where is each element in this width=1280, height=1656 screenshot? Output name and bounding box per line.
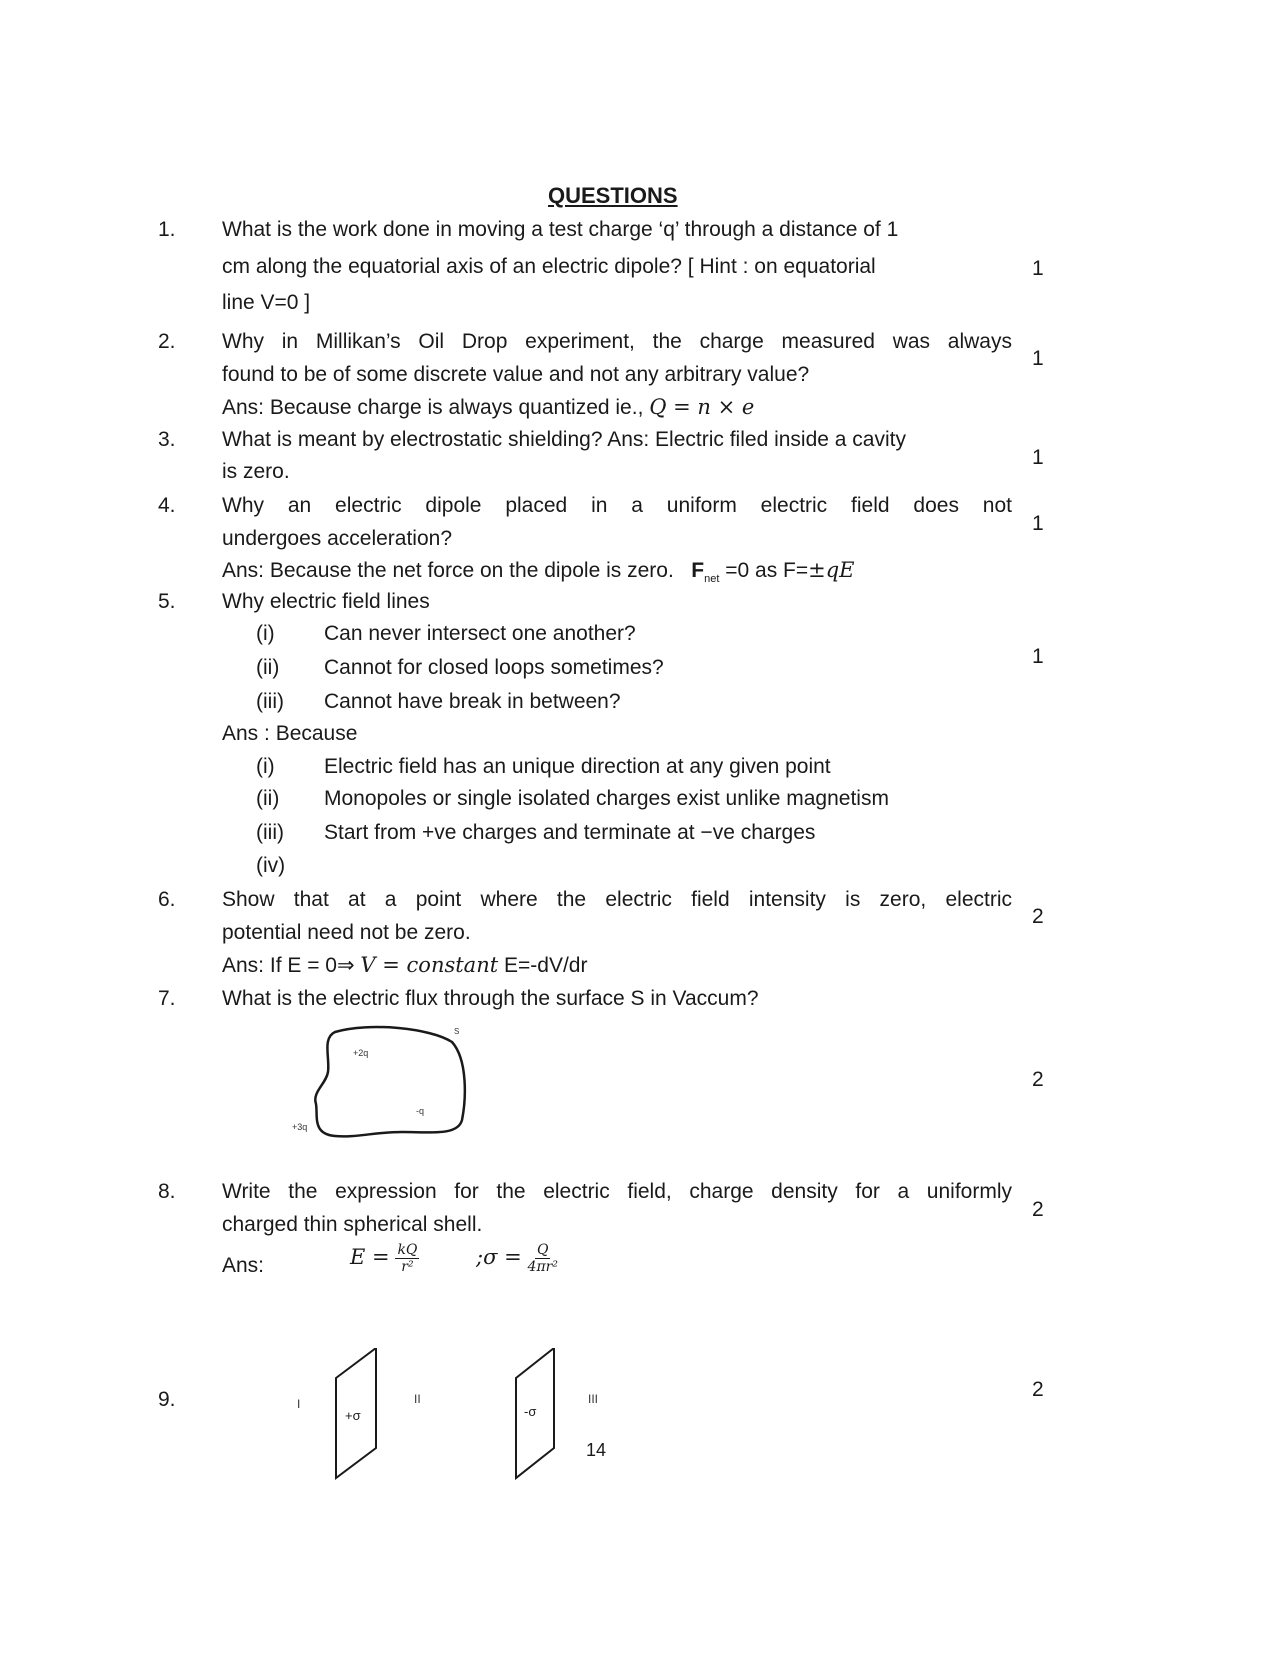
surface-label: S	[454, 1027, 460, 1036]
page-number: 14	[586, 1440, 607, 1460]
marks: 2	[1032, 905, 1044, 928]
charge-label: -q	[416, 1106, 425, 1116]
question-text: cm along the equatorial axis of an electric dipole? [ Hint : on equatorial	[222, 255, 876, 278]
page-title: QUESTIONS	[548, 183, 678, 208]
question-text: Why electric field lines	[222, 590, 430, 613]
list-label: (iv)	[256, 854, 286, 877]
marks: 1	[1032, 512, 1044, 535]
marks: 1	[1032, 347, 1044, 370]
question-text: potential need not be zero.	[222, 921, 471, 944]
plate-charge-label: +σ	[345, 1408, 361, 1423]
marks: 1	[1032, 645, 1044, 668]
marks: 2	[1032, 1378, 1044, 1401]
question-text: What is the electric flux through the surface S in Vaccum?	[222, 987, 759, 1010]
plate-charge-label: -σ	[524, 1404, 537, 1419]
list-item: Monopoles or single isolated charges exist unlike magnetism	[324, 787, 889, 810]
list-item: Cannot have break in between?	[324, 690, 621, 713]
electric-field-equation: E = $\frac{kQ}{\text{r²}}$	[350, 1242, 418, 1275]
question-text: found to be of some discrete value and not any arbitrary value?	[222, 363, 810, 386]
region-label: II	[414, 1392, 421, 1406]
charge-density-equation: ;σ = $\frac{Q}{\text{4πr²}}$	[476, 1242, 558, 1275]
list-label: (iii)	[256, 821, 284, 844]
question-text: Why an electric dipole placed in a uniform electric field does not	[222, 494, 1012, 517]
answer-text: Ans: Because the net force on the dipole is zero. $F_{net} =0$ as F=±qE	[222, 558, 855, 586]
question-number: 4.	[158, 494, 176, 517]
question-text: undergoes acceleration?	[222, 527, 452, 550]
question-number: 3.	[158, 428, 176, 451]
question-text: Why in Millikan’s Oil Drop experiment, the charge measured was always	[222, 330, 1012, 353]
list-label: (ii)	[256, 787, 280, 810]
question-text: charged thin spherical shell.	[222, 1213, 483, 1236]
region-label: III	[588, 1392, 599, 1406]
marks: 1	[1032, 257, 1044, 280]
charged-plates-figure	[280, 1348, 620, 1488]
answer-label: Ans:	[222, 1254, 265, 1277]
question-text: What is the work done in moving a test charge ‘q’ through a distance of 1	[222, 218, 899, 241]
question-number: 6.	[158, 888, 176, 911]
list-label: (i)	[256, 622, 275, 645]
question-text: is zero.	[222, 460, 290, 483]
question-number: 5.	[158, 590, 176, 613]
list-label: (i)	[256, 755, 275, 778]
list-item: Cannot for closed loops sometimes?	[324, 656, 664, 679]
answer-text: Ans: If E = 0⇒ V = constant E=-dV/dr	[222, 953, 588, 977]
list-label: (ii)	[256, 656, 280, 679]
marks: 2	[1032, 1068, 1044, 1091]
charge-label: +3q	[292, 1122, 308, 1132]
question-text: What is meant by electrostatic shielding? Ans: Electric filed inside a cavity	[222, 428, 906, 451]
gaussian-surface-figure	[280, 1020, 480, 1150]
question-text: Write the expression for the electric field, charge density for a uniformly	[222, 1180, 1012, 1203]
marks: 2	[1032, 1198, 1044, 1221]
question-text: line V=0 ]	[222, 291, 311, 314]
question-number: 9.	[158, 1388, 176, 1411]
question-number: 8.	[158, 1180, 176, 1203]
list-item: Can never intersect one another?	[324, 622, 636, 645]
question-text: Show that at a point where the electric field intensity is zero, electric	[222, 888, 1012, 911]
closed-surface-outline	[315, 1027, 465, 1136]
list-item: Start from +ve charges and terminate at −ve charges	[324, 821, 816, 844]
list-label: (iii)	[256, 690, 284, 713]
question-number: 7.	[158, 987, 176, 1010]
answer-heading: Ans : Because	[222, 722, 358, 745]
marks: 1	[1032, 446, 1044, 469]
question-number: 2.	[158, 330, 176, 353]
question-number: 1.	[158, 218, 176, 241]
charge-label: +2q	[353, 1048, 369, 1058]
region-label: I	[297, 1397, 301, 1411]
list-item: Electric field has an unique direction at any given point	[324, 755, 831, 778]
answer-text: Ans: Because charge is always quantized ie., Q = n × e	[222, 395, 755, 419]
